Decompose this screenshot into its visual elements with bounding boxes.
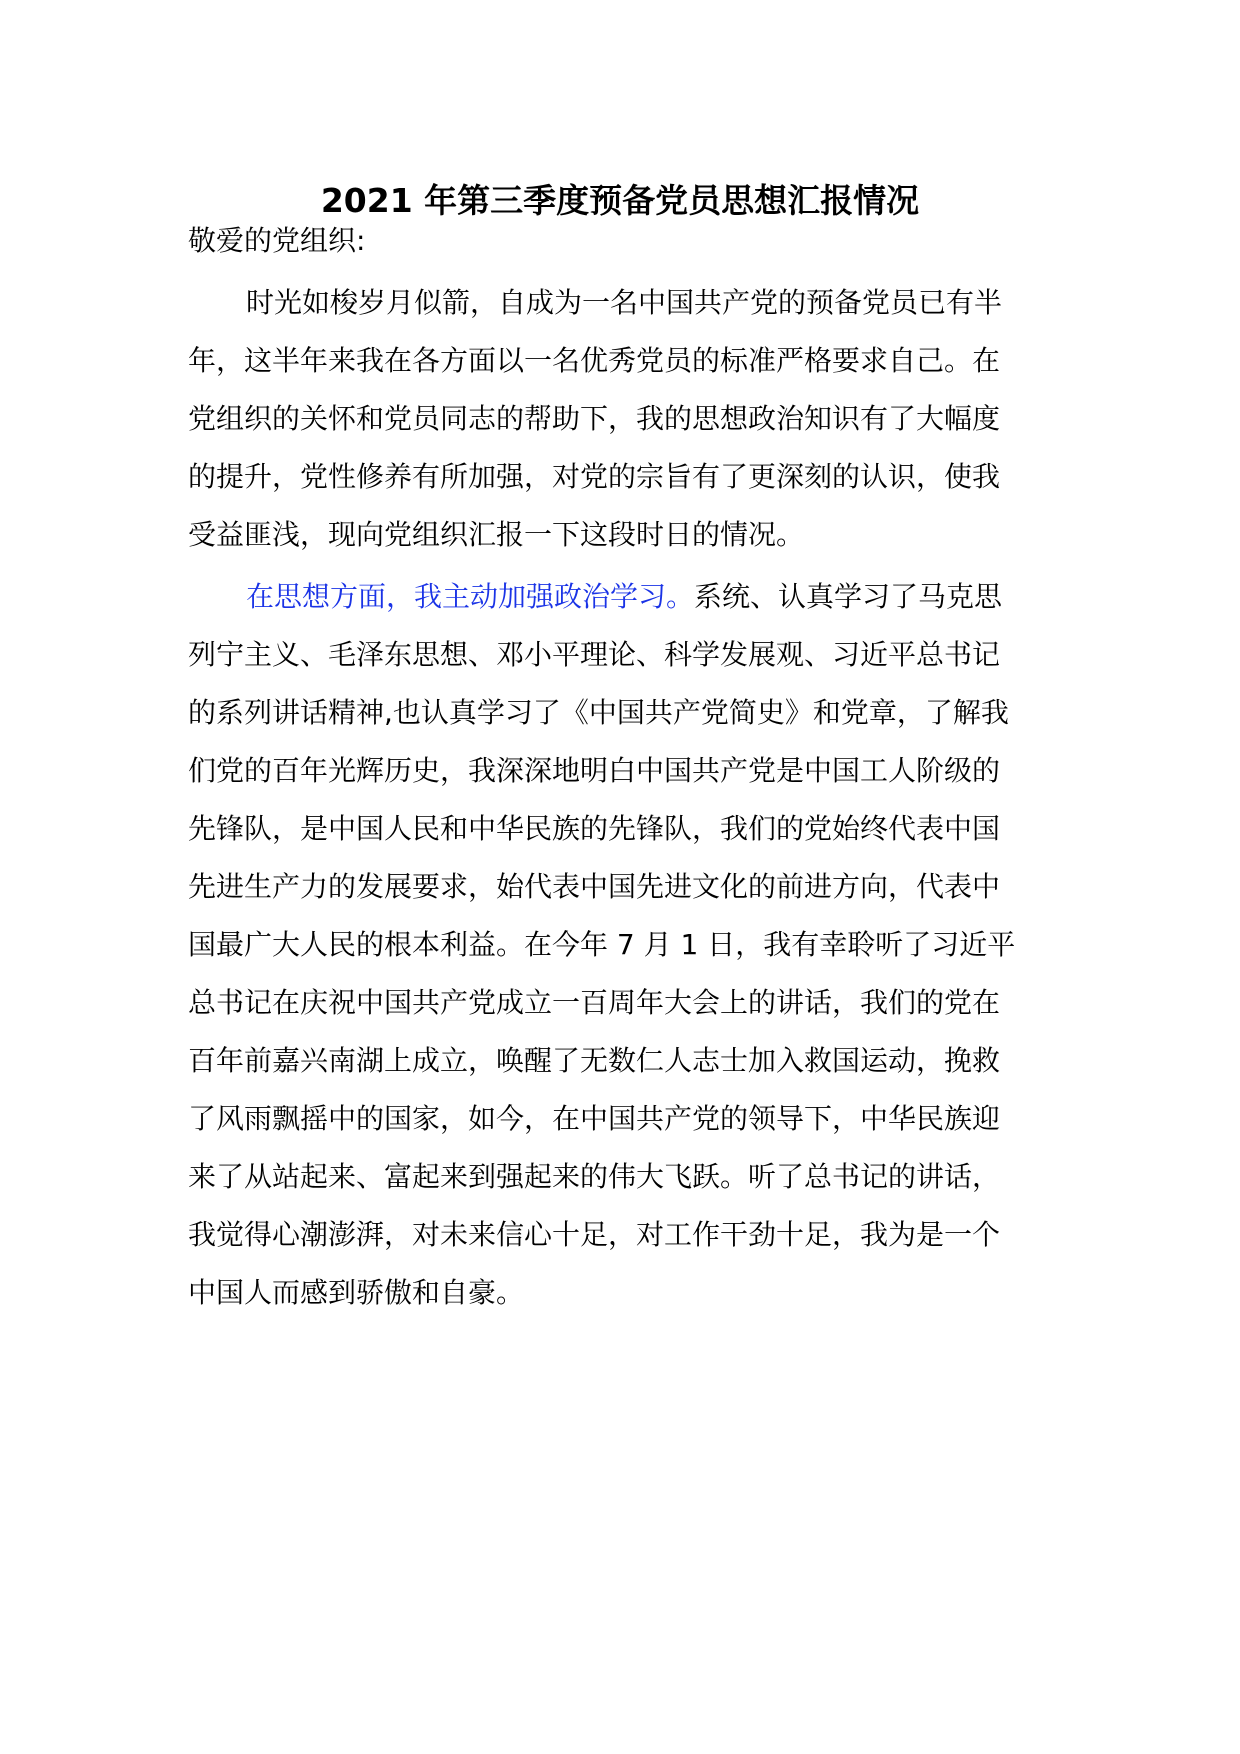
paragraph2-line: 们党的百年光辉历史，我深深地明白中国共产党是中国工人阶级的 [188, 754, 1001, 787]
salutation: 敬爱的党组织: [188, 224, 366, 257]
paragraph2-line: 国最广大人民的根本利益。在今年 7 月 1 日，我有幸聆听了习近平 [188, 928, 1016, 961]
paragraph1-line: 的提升，党性修养有所加强，对党的宗旨有了更深刻的认识，使我 [188, 460, 1001, 493]
highlighted-heading-text: 在思想方面，我主动加强政治学习。 [246, 580, 695, 613]
paragraph2-line: 的系列讲话精神,也认真学习了《中国共产党简史》和党章，了解我 [188, 696, 1009, 729]
paragraph2-line: 了风雨飘摇中的国家，如今，在中国共产党的领导下，中华民族迎 [188, 1102, 1001, 1135]
paragraph2-line: 我觉得心潮澎湃，对未来信心十足，对工作干劲十足，我为是一个 [188, 1218, 1001, 1251]
document-title: 2021 年第三季度预备党员思想汇报情况 [320, 181, 920, 220]
paragraph1-line: 受益匪浅，现向党组织汇报一下这段时日的情况。 [188, 518, 805, 551]
paragraph2-first-line-rest: 系统、认真学习了马克思 [694, 580, 1003, 613]
paragraph1-line: 党组织的关怀和党员同志的帮助下，我的思想政治知识有了大幅度 [188, 402, 1001, 435]
paragraph2-line: 总书记在庆祝中国共产党成立一百周年大会上的讲话，我们的党在 [188, 986, 1001, 1019]
paragraph1-line: 时光如梭岁月似箭，自成为一名中国共产党的预备党员已有半 [246, 286, 1003, 319]
paragraph2-line: 中国人而感到骄傲和自豪。 [188, 1276, 525, 1309]
paragraph2-line: 先锋队，是中国人民和中华民族的先锋队，我们的党始终代表中国 [188, 812, 1001, 845]
paragraph2-line: 来了从站起来、富起来到强起来的伟大飞跃。听了总书记的讲话， [188, 1160, 1001, 1193]
paragraph2-line: 百年前嘉兴南湖上成立，唤醒了无数仁人志士加入救国运动，挽救 [188, 1044, 1001, 1077]
paragraph2-first-line [246, 577, 1002, 617]
paragraph1-line: 年，这半年来我在各方面以一名优秀党员的标准严格要求自己。在 [188, 344, 1001, 377]
paragraph2-line: 列宁主义、毛泽东思想、邓小平理论、科学发展观、习近平总书记 [188, 638, 1001, 671]
paragraph2-line: 先进生产力的发展要求，始代表中国先进文化的前进方向，代表中 [188, 870, 1001, 903]
